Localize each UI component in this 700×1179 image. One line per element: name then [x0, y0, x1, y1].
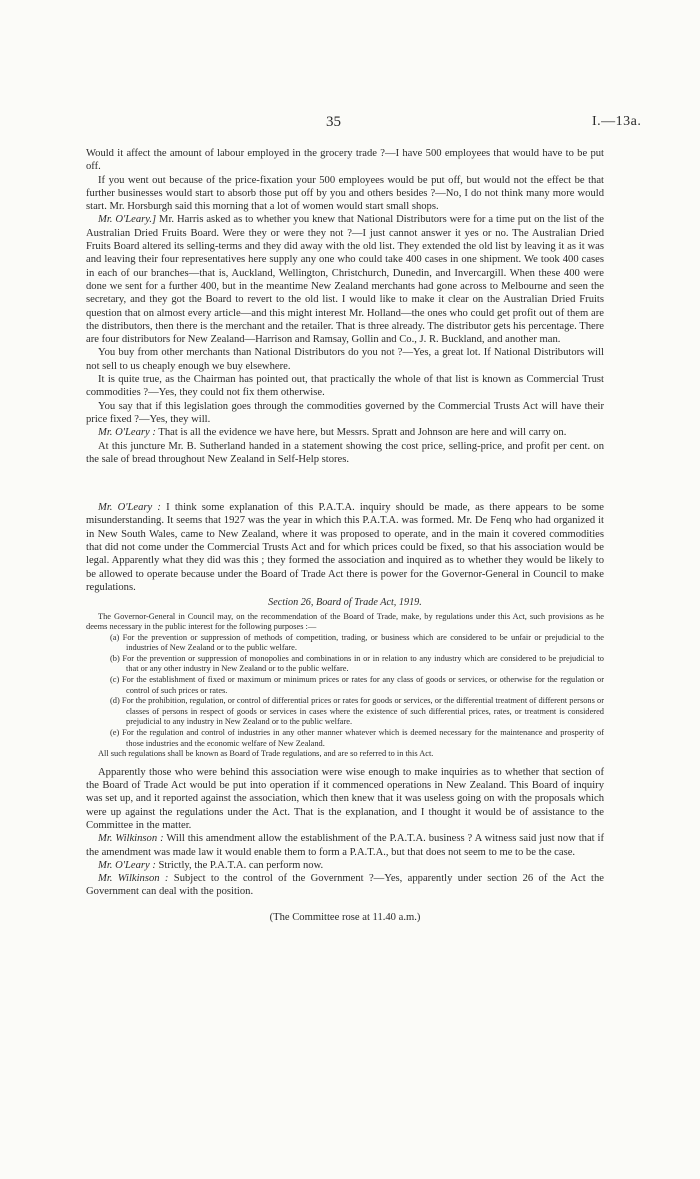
paragraph — [86, 501, 604, 594]
paragraph — [86, 426, 604, 439]
paragraph — [86, 213, 604, 346]
speech-text: Strictly, the P.A.T.A. can perform now. — [155, 859, 324, 871]
spacer — [86, 466, 604, 488]
quoted-section — [86, 612, 604, 760]
paragraph — [86, 872, 604, 899]
paragraph — [86, 859, 604, 872]
speech-text: I think some explanation of this P.A.T.A. inquiry should be made, as there appears to be some misunderstanding. It seems that 1927 was the year in which this P.A.T.A. was formed. Mr. De Fenq who had organized it in New South Wales, came to New Zealand, where it was proposed to operate, and in the main it covered commodities that did not come under the Commercial Trusts Act and for which prices could be fixed, so that his association would be legal. Apparently what they did was this ; they formed the association and inquired as to whether they would be likely to be allowed to operate because under the Board of Trade Act there is power for the Governor-General in Council to make regulations. — [86, 502, 604, 593]
section-clause: (e) For the regulation and control of industries in any other manner whatever which is deemed necessary for the maintenance and prosperity of those industries and the economic welfare of New Zealand. — [110, 728, 604, 748]
speaker: Mr. O'Leary.] — [98, 214, 157, 226]
speaker: Mr. O'Leary : — [98, 427, 156, 439]
paragraph — [86, 832, 604, 859]
section-clause: (d) For the prohibition, regulation, or control of differential prices or rates for goods or services, or the differential treatment of different persons or classes of persons in respect of goods or services in cases where the existence of such differential prices, rates, or treatment is considered prejudicial to any industry in New Zealand or to the public welfare. — [110, 696, 604, 727]
page-header — [0, 114, 700, 134]
section-heading: Section 26, Board of Trade Act, 1919. — [268, 597, 422, 609]
section-close: All such regulations shall be known as Board of Trade regulations, and are so referred to in this Act. — [98, 749, 434, 759]
speaker: Mr. O'Leary : — [98, 859, 156, 871]
paragraph: It is quite true, as the Chairman has pointed out, that practically the whole of that list is known as Commercial Trust commodities ?—Yes, they could not fix them otherwise. — [86, 374, 604, 399]
speech-text: Will this amendment allow the establishment of the P.A.T.A. business ? A witness said just now that if the amendment was made law it would enable them to form a P.A.T.A., but that does not seem to me to be the case. — [86, 833, 605, 858]
paragraph: Apparently those who were behind this association were wise enough to make inquiries as to whether that section of the Board of Trade Act would be put into operation if it commenced operations in New Zealand. This Board of inquiry was set up, and it reported against the association, which then knew that it was useless going on with the proposals which were up against the regulations under the Act. That is the explanation, and I thought it would be of assistance to the Committee in the matter. — [86, 766, 604, 831]
paragraph: If you went out because of the price-fixation your 500 employees would be put off, but would not the effect be that further businesses would start to absorb those put off by you and others besides ?—No, I do not think many more would start. Mr. Horsburgh said this morning that a lot of women would start small shops. — [86, 174, 604, 213]
speech-text: Mr. Harris asked as to whether you knew that National Distributors were for a time put on the list of the Australian Dried Fruits Board. Were they or were they not ?—I just cannot answer it yes or no. The Australian Dried Fruits Board altered its selling-terms and they did away with the old list. They extended the old list by leaving it as it was and leaving their four representatives here supply any one who could take 400 cases in one shipment. We took 400 cases in each of our branches—that is, Auckland, Wellington, Christchurch, Dunedin, and Invercargill. When these 400 were done we sent for a further 400, but in the meantime New Zealand merchants had gone across to Melbourne and seen the secretary, and they got the Board to revert to the old list. I would like to make it clear on the Australian Dried Fruits question that on almost every article—and this might interest Mr. Holland—the ones who could get profit out of them are the distributors, then there is the merchant and the retailer. That is three already. The distributor gets his percentage. There are four distributors for New Zealand—Harrison and Ramsay, Gollin and Co., J. R. Buckland, and another man. — [86, 214, 605, 346]
speech-text: Subject to the control of the Government ?—Yes, apparently under section 26 of the Act the Government can deal with the position. — [86, 873, 604, 898]
paragraph: You say that if this legislation goes through the commodities governed by the Commercial Trusts Act will have their price fixed ?—Yes, they will. — [86, 400, 604, 425]
spacer — [86, 488, 604, 501]
section-clause: (c) For the establishment of fixed or maximum or minimum prices or rates for any class of goods or services, or otherwise for the regulation or control of such prices or rates. — [110, 675, 604, 695]
speaker: Mr. Wilkinson : — [98, 833, 164, 845]
document-body — [86, 147, 604, 924]
speaker: Mr. Wilkinson : — [98, 873, 169, 885]
paragraph: At this juncture Mr. B. Sutherland handed in a statement showing the cost price, selling-price, and profit per cent. on the sale of bread throughout New Zealand in Self-Help stores. — [86, 440, 604, 465]
section-clause: (a) For the prevention or suppression of methods of competition, trading, or business which are considered to be unfair or prejudicial to the industries of New Zealand or to the public welfare. — [110, 632, 604, 653]
speaker: Mr. O'Leary : — [98, 502, 161, 514]
speech-text: That is all the evidence we have here, but Messrs. Spratt and Johnson are here and will carry on. — [155, 427, 567, 439]
paragraph: You buy from other merchants than National Distributors do you not ?—Yes, a great lot. If National Distributors will not sell to us cheaply enough we buy elsewhere. — [86, 347, 604, 372]
document-reference: I.—13a. — [592, 114, 642, 129]
section-clause: (b) For the prevention or suppression of monopolies and combinations in or in relation to any industry which are considered to be prejudicial to that or any other industry in New Zealand or to the public welfare. — [110, 653, 604, 674]
closing-note: (The Committee rose at 11.40 a.m.) — [269, 911, 421, 923]
section-intro: The Governor-General in Council may, on the recommendation of the Board of Trade, make, by regulations under this Act, such provisions as he deems necessary in the public interest for the following purposes :— — [86, 611, 604, 632]
page-number: 35 — [326, 114, 341, 130]
paragraph: Would it affect the amount of labour employed in the grocery trade ?—I have 500 employees that would have to be put off. — [86, 148, 604, 173]
